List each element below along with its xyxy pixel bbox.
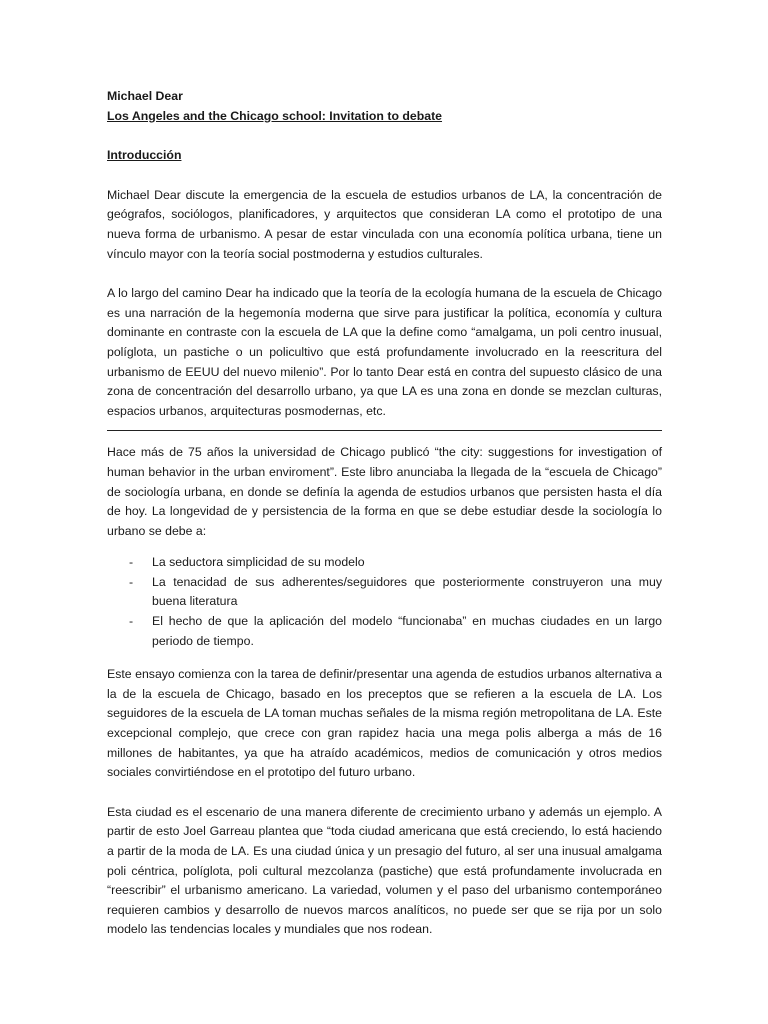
paragraph: Hace más de 75 años la universidad de Chicago publicó “the city: suggestions for investigation of human behavior in the urban enviroment”. Este libro anunciaba la llegada de la “escuela de Chicago” de sociología urbana, en donde se definía la agenda de estudios urbanos que persisten hasta el día de hoy. La longevidad de y persistencia de la forma en que se debe estudiar desde la sociología lo urbano se debe a: xyxy=(107,445,662,538)
horizontal-rule xyxy=(107,430,662,431)
paragraph: A lo largo del camino Dear ha indicado que la teoría de la ecología humana de la escuela de Chicago es una narración de la hegemonía moderna que sirve para justificar la política, economía y cultura dominante en contraste con la escuela de LA que la define como “amalgama, un poli centro inusual, políglota, un pastiche o un policultivo que está profundamente involucrado en la reescritura del urbanismo de EEUU del nuevo milenio”. Por lo tanto Dear está en contra del supuesto clásico de una zona de concentración del desarrollo urbano, ya que LA es una zona en donde se mezclan culturas, espacios urbanos, arquitecturas posmodernas, etc. xyxy=(107,286,662,418)
list-item xyxy=(107,612,662,651)
paragraph: Esta ciudad es el escenario de una manera diferente de crecimiento urbano y además un ejemplo. A partir de esto Joel Garreau plantea que “toda ciudad americana que está creciendo, lo está haciendo a partir de la moda de LA. Es una ciudad única y un presagio del futuro, al ser una inusual amalgama poli céntrica, políglota, poli cultural mezcolanza (pastiche) que está profundamente involucrada en “reescribir” el urbanismo americano. La variedad, volumen y el paso del urbanismo contemporáneo requieren cambios y desarrollo de nuevos marcos analíticos, no puede ser que se rija por un solo modelo las tendencias locales y mundiales que nos rodean. xyxy=(107,804,662,937)
bullet-dash: - xyxy=(129,555,134,570)
section-heading: Introducción xyxy=(107,148,182,163)
bullet-dash: - xyxy=(129,574,134,589)
list-item xyxy=(107,553,662,573)
list-item-text: La seductora simplicidad de su modelo xyxy=(152,555,365,570)
document-title: Los Angeles and the Chicago school: Invitation to debate xyxy=(107,108,443,123)
list-item xyxy=(107,573,662,612)
bullet-list xyxy=(107,553,662,651)
paragraph: Michael Dear discute la emergencia de la escuela de estudios urbanos de LA, la concentración de geógrafos, sociólogos, planificadores, y arquitectos que consideran LA como el prototipo de una nueva forma de urbanismo. A pesar de estar vinculada con una economía política urbana, tiene un vínculo mayor con la teoría social postmoderna y estudios culturales. xyxy=(107,187,662,261)
list-item-text: El hecho de que la aplicación del modelo “funcionaba” en muchas ciudades en un largo periodo de tiempo. xyxy=(152,614,662,648)
bullet-dash: - xyxy=(129,614,134,629)
list-item-text: La tenacidad de sus adherentes/seguidores que posteriormente construyeron una muy buena literatura xyxy=(152,574,662,609)
author-name: Michael Dear xyxy=(107,89,183,103)
paragraph: Este ensayo comienza con la tarea de definir/presentar una agenda de estudios urbanos alternativa a la de la escuela de Chicago, basado en los preceptos que se refieren a la escuela de LA. Los seguidores de la escuela de LA toman muchas señales de la misma región metropolitana de LA. Este excepcional complejo, que crece con gran rapidez hacia una mega polis alberga a más de 16 millones de habitantes, ya que ha atraído académicos, medios de comunicación y otros medios sociales convirtiéndose en el prototipo del futuro urbano. xyxy=(107,667,662,780)
